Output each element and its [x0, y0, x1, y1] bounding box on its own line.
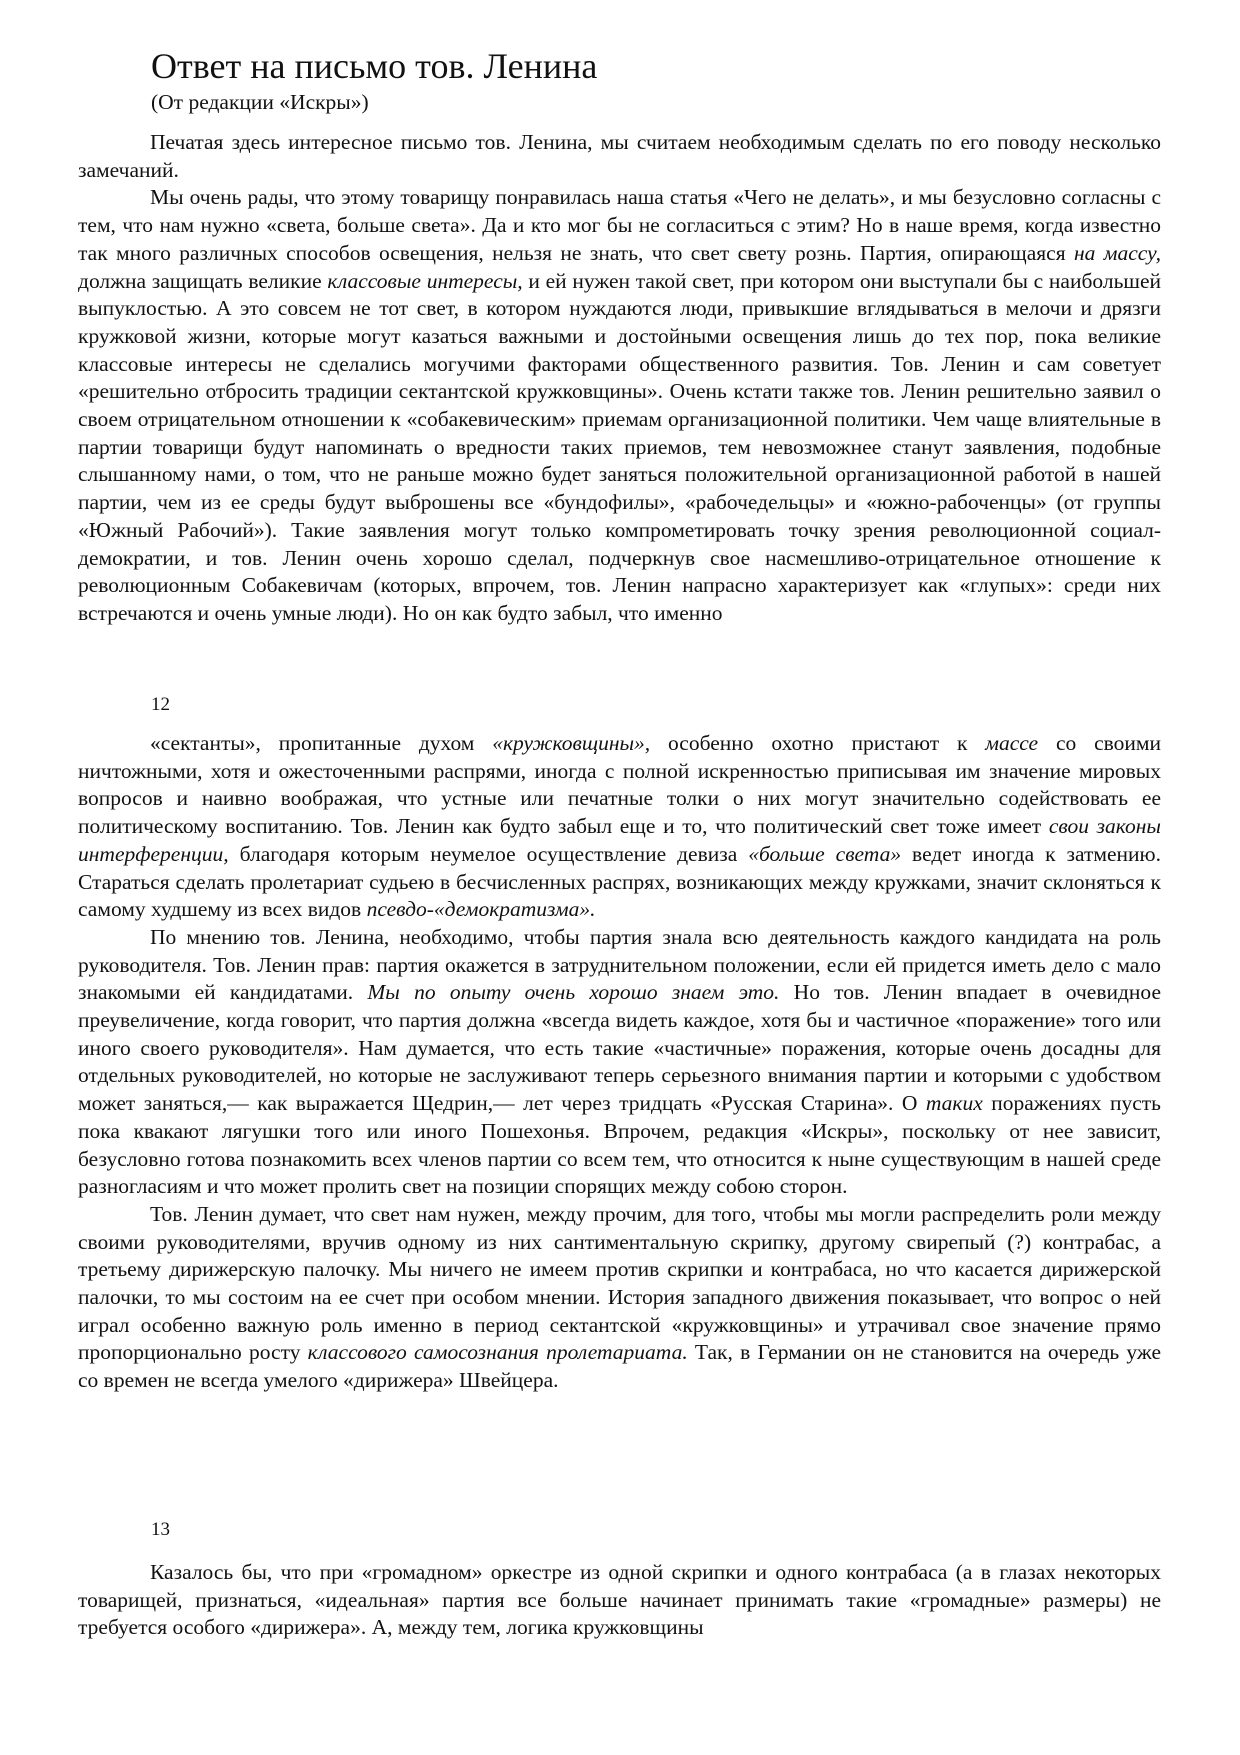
text-run: поражениях пусть пока квакают лягушки того или иного Пошехонья. Впрочем, редакция «Искры», поскольку от нее зависит, безусловно готова познакомить всех членов партии со всем тем, что относится к ныне существующим в нашей среде разногласиям и что может пролить свет на позиции спорящих между собою сторон. [78, 1091, 1161, 1199]
italic-text: псевдо-«демократизма». [366, 897, 596, 922]
paragraph [78, 184, 1161, 627]
text-run: и ей нужен такой свет, при котором они выступали бы с наибольшей выпуклостью. А это совсем не тот свет, в котором нуждаются люди, привыкшие вглядываться в мелочи и дрязги кружковой жизни, которые могут казаться важными и достойными освещения лишь до тех пор, пока великие классовые интересы не сделались могучими факторами общественного развития. Тов. Ленин и сам советует «решительно отбросить традиции сектантской кружковщины». Очень кстати также тов. Ленин решительно заявил о своем отрицательном отношении к «собакевическим» приемам организационной политики. Чем чаще влиятельные в партии товарищи будут напоминать о вредности таких приемов, тем невозможнее станут заявления, подобные слышанному нами, о том, что не раньше можно будет заняться положительной организационной работой в нашей партии, чем из ее среды будут выброшены все «бундофилы», «рабочедельцы» и «южно-рабоченцы» (от группы «Южный Рабочий»). Такие заявления могут только компрометировать точку зрения революционной социал-демократии, и тов. Ленин очень хорошо сделал, подчеркнув свое насмешливо-отрицательное отношение к революционным Собакевичам (которых, впрочем, тов. Ленин напрасно характеризует как «глупых»: среди них встречаются и очень умные люди). Но он как будто забыл, что именно [78, 268, 1161, 625]
page-number: 12 [151, 694, 170, 715]
article-subtitle: (От редакции «Искры») [151, 90, 369, 114]
text-run: должна защищать великие [78, 268, 328, 293]
page-number: 13 [151, 1519, 170, 1540]
paragraph [78, 730, 1161, 924]
italic-text: таких [925, 1091, 983, 1116]
paragraph [78, 1559, 1161, 1642]
text-run: Тов. Ленин думает, что свет нам нужен, между прочим, для того, чтобы мы могли распределить роли между своими руководителями, вручив одному из них сантиментальную скрипку, другому свирепый (?) контрабас, а третьему дирижерскую палочку. Мы ничего не имеем против скрипки и контрабаса, но что касается дирижерской палочки, то мы состоим на ее счет при особом мнении. История западного движения показывает, что вопрос о ней играл особенно важную роль именно в период сектантской «кружковщины» и утрачивал свое значение прямо пропорционально росту [78, 1201, 1161, 1365]
text-run: со своими ничтожными, хотя и ожесточенными распрями, иногда с полной искренностью приписывая им значение мировых вопросов и наивно воображая, что устные или печатные толки о них могут значительно содействовать ее политическому воспитанию. Тов. Ленин как будто забыл еще и то, что политический свет тоже имеет [78, 731, 1161, 839]
text-run: «сектанты», пропитанные духом [150, 731, 493, 755]
italic-text: свои законы интерференции, [78, 814, 1161, 866]
italic-text: «кружковщины», [492, 731, 651, 755]
paragraph [78, 129, 1161, 184]
italic-text: классовые интересы, [327, 268, 523, 293]
text-block-1 [78, 129, 1161, 628]
italic-text: классового самосознания пролетариата. [307, 1340, 688, 1365]
paragraph [78, 924, 1161, 1201]
text-block-2 [78, 730, 1161, 1395]
text-run: Но тов. Ленин впадает в очевидное преувеличение, когда говорит, что партия должна «всегда видеть каждое, хотя бы и частичное «поражение» того или иного своего руководителя». Нам думается, что есть такие «частичные» поражения, которые очень досадны для отдельных руководителей, но которые не заслуживают теперь серьезного внимания партии и которыми с удобством может заняться,— как выражается Щедрин,— лет через тридцать «Русская Старина». О [78, 980, 1161, 1116]
italic-text: массе [985, 731, 1039, 755]
paragraph [78, 1201, 1161, 1395]
text-run: По мнению тов. Ленина, необходимо, чтобы партия знала всю деятельность каждого кандидата на роль руководителя. Тов. Ленин прав: партия окажется в затруднительном положении, если ей придется иметь дело с мало знакомыми ей кандидатами. [78, 924, 1161, 1005]
text-run: ведет иногда к затмению. Стараться сделать пролетариат судьею в бесчисленных распрях, возникающих между кружками, значит склоняться к самому худшему из всех видов [78, 841, 1161, 922]
text-run: Мы очень рады, что этому товарищу понравилась наша статья «Чего не делать», и мы безусловно согласны с тем, что нам нужно «света, больше света». Да и кто мог бы не согласиться с этим? Но в наше время, когда известно так много различных способов освещения, нельзя не знать, что свет свету рознь. Партия, опирающаяся [78, 185, 1161, 265]
italic-text: «больше света» [748, 841, 902, 866]
italic-text: на массу, [1073, 240, 1161, 265]
text-run: особенно охотно пристают к [650, 731, 986, 755]
text-run: благодаря которым неумелое осуществление девиза [228, 841, 749, 866]
italic-text: Мы по опыту очень хорошо знаем это. [367, 980, 780, 1005]
text-run: Печатая здесь интересное письмо тов. Ленина, мы считаем необходимым сделать по его поводу несколько замечаний. [78, 130, 1161, 182]
text-block-3 [78, 1559, 1161, 1642]
text-run: Так, в Германии он не становится на очередь уже со времен не всегда умелого «дирижера» Швейцера. [78, 1340, 1161, 1393]
text-run: Казалось бы, что при «громадном» оркестре из одной скрипки и одного контрабаса (а в глазах некоторых товарищей, признаться, «идеальная» партия все больше начинает принимать такие «громадные» размеры) не требуется особого «дирижера». А, между тем, логика кружковщины [78, 1560, 1161, 1640]
article-title: Ответ на письмо тов. Ленина [151, 46, 598, 86]
